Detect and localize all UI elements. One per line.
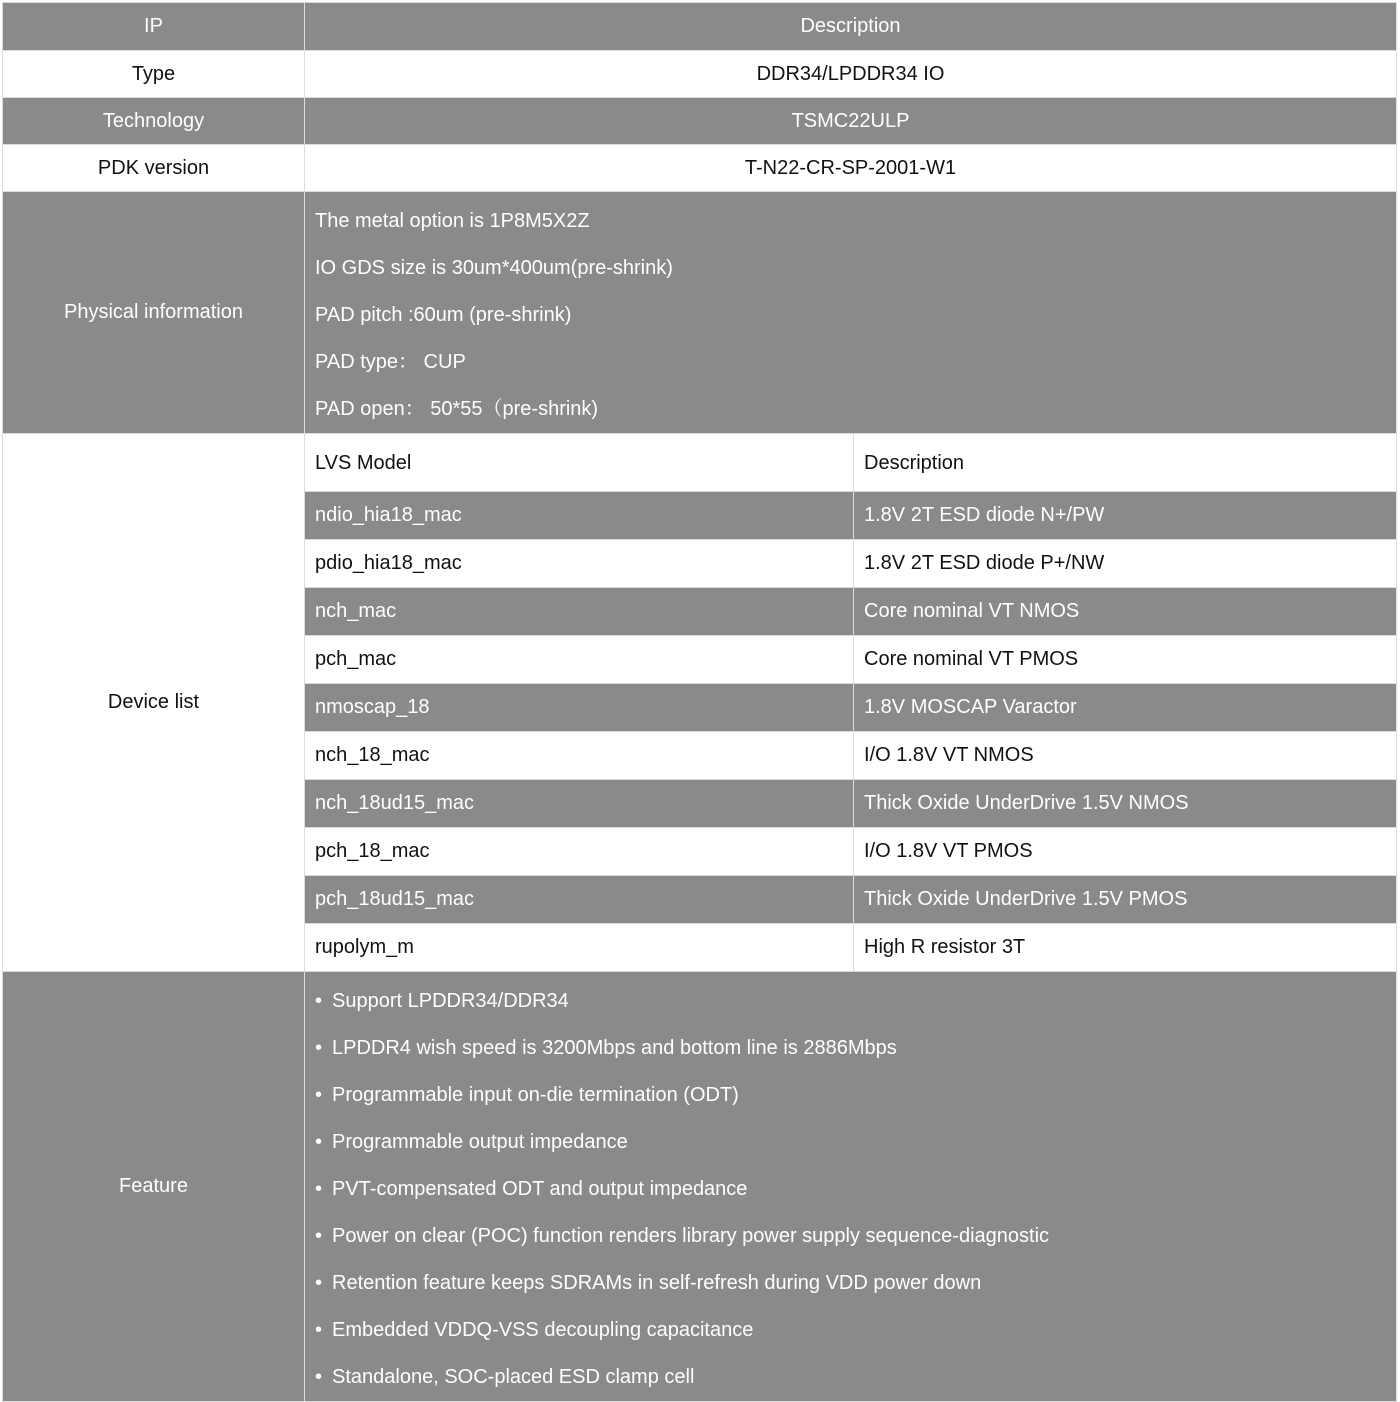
feature-item	[315, 1307, 1386, 1354]
device-model: nch_mac	[305, 588, 854, 636]
device-description: I/O 1.8V VT NMOS	[854, 732, 1397, 780]
device-model: pch_18_mac	[305, 828, 854, 876]
physical-line: PAD pitch :60um (pre-shrink)	[315, 304, 572, 326]
feature-text: PVT-compensated ODT and output impedance	[332, 1178, 748, 1200]
device-description: 1.8V MOSCAP Varactor	[854, 684, 1397, 732]
device-description: Thick Oxide UnderDrive 1.5V PMOS	[854, 876, 1397, 924]
physical-line: PAD type： CUP	[315, 351, 466, 373]
device-row	[305, 540, 1396, 588]
physical-line: The metal option is 1P8M5X2Z	[315, 210, 590, 232]
feature-cell	[305, 972, 1397, 1402]
feature-item	[315, 1213, 1386, 1260]
device-list-cell	[305, 434, 1397, 972]
feature-text: Power on clear (POC) function renders library power supply sequence-diagnostic	[332, 1225, 1050, 1247]
row-device-list	[3, 434, 1397, 972]
device-model: ndio_hia18_mac	[305, 492, 854, 540]
feature-item	[315, 1166, 1386, 1213]
row-technology-value: TSMC22ULP	[305, 98, 1397, 145]
header-ip: IP	[3, 3, 305, 51]
device-row	[305, 780, 1396, 828]
device-description: I/O 1.8V VT PMOS	[854, 828, 1397, 876]
feature-text: Embedded VDDQ-VSS decoupling capacitance	[332, 1319, 754, 1341]
bullet-icon: •	[315, 990, 323, 1012]
device-row	[305, 588, 1396, 636]
row-type	[3, 51, 1397, 98]
bullet-icon: •	[315, 1131, 323, 1153]
physical-line: PAD open： 50*55（pre-shrink)	[315, 398, 599, 420]
feature-text: LPDDR4 wish speed is 3200Mbps and bottom line is 2886Mbps	[332, 1037, 897, 1059]
device-description: High R resistor 3T	[854, 924, 1397, 972]
physical-info-list	[305, 192, 1397, 434]
device-row	[305, 636, 1396, 684]
bullet-icon: •	[315, 1319, 323, 1341]
row-device-list-label: Device list	[3, 434, 305, 972]
row-type-label: Type	[3, 51, 305, 98]
device-model: nch_18ud15_mac	[305, 780, 854, 828]
bullet-icon: •	[315, 1366, 323, 1388]
device-row	[305, 828, 1396, 876]
device-header-model: LVS Model	[315, 452, 412, 474]
device-row	[305, 876, 1396, 924]
row-pdk	[3, 145, 1397, 192]
row-feature-label: Feature	[3, 972, 305, 1402]
row-technology-label: Technology	[3, 98, 305, 145]
feature-list	[305, 972, 1396, 1401]
row-pdk-label: PDK version	[3, 145, 305, 192]
bullet-icon: •	[315, 1225, 323, 1247]
device-model: rupolym_m	[305, 924, 854, 972]
row-pdk-value: T-N22-CR-SP-2001-W1	[305, 145, 1397, 192]
bullet-icon: •	[315, 1084, 323, 1106]
feature-item	[315, 978, 1386, 1025]
device-row	[305, 492, 1396, 540]
device-description: Core nominal VT PMOS	[854, 636, 1397, 684]
feature-item	[315, 1260, 1386, 1307]
physical-line: IO GDS size is 30um*400um(pre-shrink)	[315, 257, 673, 279]
device-header-description: Description	[854, 434, 1397, 492]
device-row	[305, 924, 1396, 972]
bullet-icon: •	[315, 1178, 323, 1200]
feature-text: Programmable output impedance	[332, 1131, 628, 1153]
bullet-icon: •	[315, 1037, 323, 1059]
device-table	[305, 434, 1396, 971]
device-model: pch_18ud15_mac	[305, 876, 854, 924]
feature-item	[315, 1072, 1386, 1119]
device-model: pch_mac	[305, 636, 854, 684]
bullet-icon: •	[315, 1272, 323, 1294]
feature-text: Programmable input on-die termination (ODT)	[332, 1084, 739, 1106]
feature-text: Support LPDDR34/DDR34	[332, 990, 569, 1012]
device-row	[305, 732, 1396, 780]
feature-item	[315, 1354, 1386, 1401]
feature-item	[315, 1119, 1386, 1166]
device-description: 1.8V 2T ESD diode N+/PW	[854, 492, 1397, 540]
header-row	[3, 3, 1397, 51]
device-description: Core nominal VT NMOS	[854, 588, 1397, 636]
row-physical	[3, 192, 1397, 434]
device-model: pdio_hia18_mac	[305, 540, 854, 588]
feature-item	[315, 1025, 1386, 1072]
feature-text: Retention feature keeps SDRAMs in self-refresh during VDD power down	[332, 1272, 982, 1294]
device-description: Thick Oxide UnderDrive 1.5V NMOS	[854, 780, 1397, 828]
device-row	[305, 684, 1396, 732]
row-type-value: DDR34/LPDDR34 IO	[305, 51, 1397, 98]
row-physical-label: Physical information	[3, 192, 305, 434]
feature-text: Standalone, SOC-placed ESD clamp cell	[332, 1366, 695, 1388]
device-model: nch_18_mac	[305, 732, 854, 780]
row-technology	[3, 98, 1397, 145]
device-model: nmoscap_18	[305, 684, 854, 732]
ip-spec-table	[2, 2, 1397, 1402]
device-description: 1.8V 2T ESD diode P+/NW	[854, 540, 1397, 588]
header-description: Description	[305, 3, 1397, 51]
row-feature	[3, 972, 1397, 1402]
device-table-header	[305, 434, 1396, 492]
